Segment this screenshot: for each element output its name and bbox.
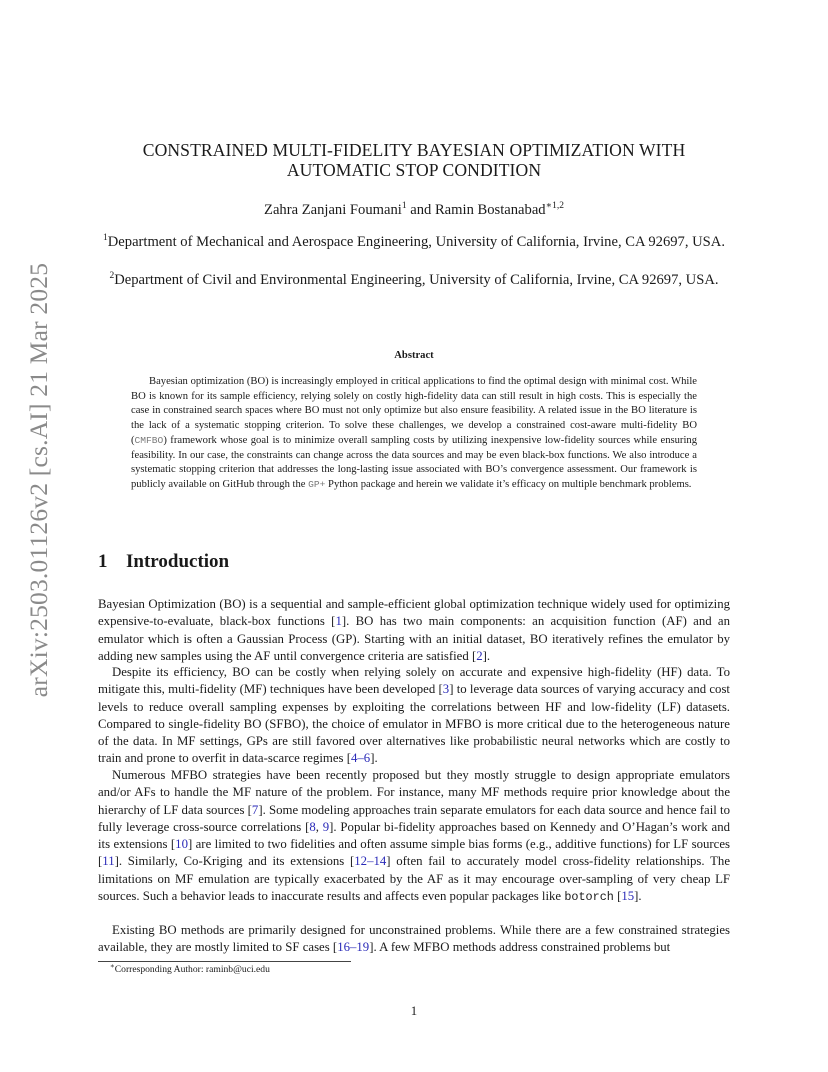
citation-link[interactable]: 15 (621, 889, 635, 904)
paragraph-text: ] are limited to two fidelities and often assume simple bias forms (e.g., additive functions) for LF sources [ (98, 837, 731, 869)
section-heading (98, 551, 229, 573)
citation-link[interactable]: 16–19 (337, 940, 370, 955)
affiliation-text: Department of Mechanical and Aerospace Engineering, University of California, Irvine, CA 92697, USA. (107, 234, 725, 250)
footnote-mark: ∗ (110, 962, 115, 970)
abstract-body (131, 375, 697, 493)
section-title: Introduction (126, 551, 230, 572)
citation-link[interactable]: 1 (335, 614, 342, 629)
affiliation-mark: 1 (103, 233, 108, 243)
author-name: Zahra Zanjani Foumani (264, 202, 402, 218)
affiliation-1 (98, 233, 730, 252)
author-affiliation-mark: ∗1,2 (545, 201, 564, 211)
code-cmfbo: CMFBO (134, 434, 164, 446)
paragraph-text: ]. (634, 889, 642, 904)
paragraph-text: Existing BO methods are primarily designed for unconstrained problems. While there are a few constrained strategies available, they are mostly limited to SF cases [ (98, 923, 730, 955)
code-gp-plus: GP+ (308, 478, 326, 490)
citation-link[interactable]: 10 (175, 837, 188, 852)
author-affiliation-mark: 1 (401, 201, 407, 211)
citation-link[interactable]: 3 (442, 682, 450, 697)
author-name: Ramin Bostanabad (434, 202, 546, 218)
abstract-heading: Abstract (394, 350, 434, 361)
intro-paragraph-3 (98, 767, 730, 906)
paragraph-text: Bayesian Optimization (BO) is a sequential and sample-efficient global optimization technique widely used for optimizing expensive-to-evaluate, black-box functions [ (98, 597, 730, 629)
footnote (110, 964, 270, 975)
paragraph-text: ] often fail to accurately model cross-fidelity relationships. The limitations on MF emulation are typically exacerbated by the AF as it may encourage over-sampling of very cheap LF sources. Such a behavior leads to inaccurate results and affects even popular packages like (98, 854, 730, 904)
intro-paragraph-1 (98, 596, 730, 665)
citation-link[interactable]: 9 (322, 819, 330, 834)
affiliation-mark: 2 (109, 271, 115, 281)
paragraph-text: ] to leverage data sources of varying accuracy and cost levels to reduce overall sampling expenses by exploiting the correlations between HF and low-fidelity (LF) datasets. Compared to single-fidelity BO (SFBO), the choice of emulator in MFBO is more critical due to the heterogeneous nature of the data. In MF settings, GPs are still favored over alternatives like probabilistic neural networks which are costly to train and prone to overfit in data-scarce regimes [ (98, 682, 730, 766)
paragraph-text: ]. BO has two main components: an acquisition function (AF) and an emulator which is often a Gaussian Process (GP). Starting with an initial dataset, BO iteratively refines the emulator by adding new samples using the AF until convergence criteria are satisfied [ (98, 614, 730, 663)
abstract-text: Python package and herein we validate it’s efficacy on multiple benchmark problems. (325, 478, 692, 490)
paragraph-text: [ (613, 889, 622, 904)
section-number: 1 (98, 551, 108, 572)
paragraph-text: ]. (482, 648, 491, 663)
code-botorch: botorch (564, 890, 614, 905)
intro-paragraph-4 (98, 922, 730, 957)
footnote-text: Corresponding Author: raminb@uci.edu (114, 964, 270, 975)
paper-title (98, 140, 730, 180)
citation-link[interactable]: 4–6 (350, 751, 371, 766)
citation-link[interactable]: 7 (251, 802, 259, 817)
abstract-text: ) framework whose goal is to minimize overall sampling costs by utilizing inexpensive low-fidelity sources while ensuring feasibility. In our case, the constraints can change across the data sources and may be even black-box functions. We also introduce a systematic stopping criterion that addresses the long-lasting issue associated with BO’s convergence assessment. Our framework is publicly available on GitHub through the (131, 434, 697, 490)
abstract-text: Bayesian optimization (BO) is increasingly employed in critical applications to find the optimal design with minimal cost. While BO is known for its sample efficiency, relying solely on costly high-fidelity data can still result in high costs. This is especially the case in constrained search spaces where BO must not only optimize but also ensure feasibility. A related issue in the BO literature is the lack of a systematic stopping criterion. To solve these challenges, we develop a constrained cost-aware multi-fidelity BO ( (131, 376, 697, 446)
author-list (98, 201, 730, 219)
citation-link[interactable]: 2 (476, 648, 483, 663)
affiliation-2 (98, 271, 730, 290)
paragraph-text: , (315, 819, 323, 834)
author-conjunction: and (406, 202, 435, 218)
paragraph-text: ]. A few MFBO methods address constrained problems but (369, 940, 671, 955)
paragraph-text: Numerous MFBO strategies have been recently proposed but they mostly struggle to design appropriate emulators and/or AFs to handle the MF nature of the problem. For instance, many MF methods require prior knowledge about the hierarchy of LF data sources [ (98, 768, 730, 817)
page-number: 1 (410, 1004, 418, 1018)
arxiv-identifier: arXiv:2503.01126v2 [cs.AI] 21 Mar 2025 (24, 262, 53, 698)
intro-paragraph-2 (98, 664, 730, 768)
affiliation-text: Department of Civil and Environmental Engineering, University of California, Irvine, CA 92697, USA. (114, 272, 719, 288)
citation-link[interactable]: 11 (102, 854, 115, 869)
paragraph-text: ]. Popular bi-fidelity approaches based on Kennedy and O’Hagan’s work and its extensions [ (98, 819, 731, 852)
title-line-1: CONSTRAINED MULTI-FIDELITY BAYESIAN OPTIMIZATION WITH (142, 140, 686, 160)
citation-link[interactable]: 12–14 (354, 854, 387, 869)
citation-link[interactable]: 8 (309, 819, 316, 834)
paragraph-text: ]. Similarly, Co-Kriging and its extensions [ (114, 854, 355, 869)
paragraph-text: Despite its efficiency, BO can be costly when relying solely on accurate and expensive high-fidelity (HF) data. To mitigate this, multi-fidelity (MF) techniques have been developed [ (98, 665, 730, 697)
paragraph-text: ]. Some modeling approaches train separate emulators for each data source and hence fail to fully leverage cross-source correlations [ (98, 802, 730, 834)
title-line-2: AUTOMATIC STOP CONDITION (286, 160, 542, 180)
footnote-divider (98, 961, 351, 962)
paragraph-text: ]. (370, 751, 378, 766)
